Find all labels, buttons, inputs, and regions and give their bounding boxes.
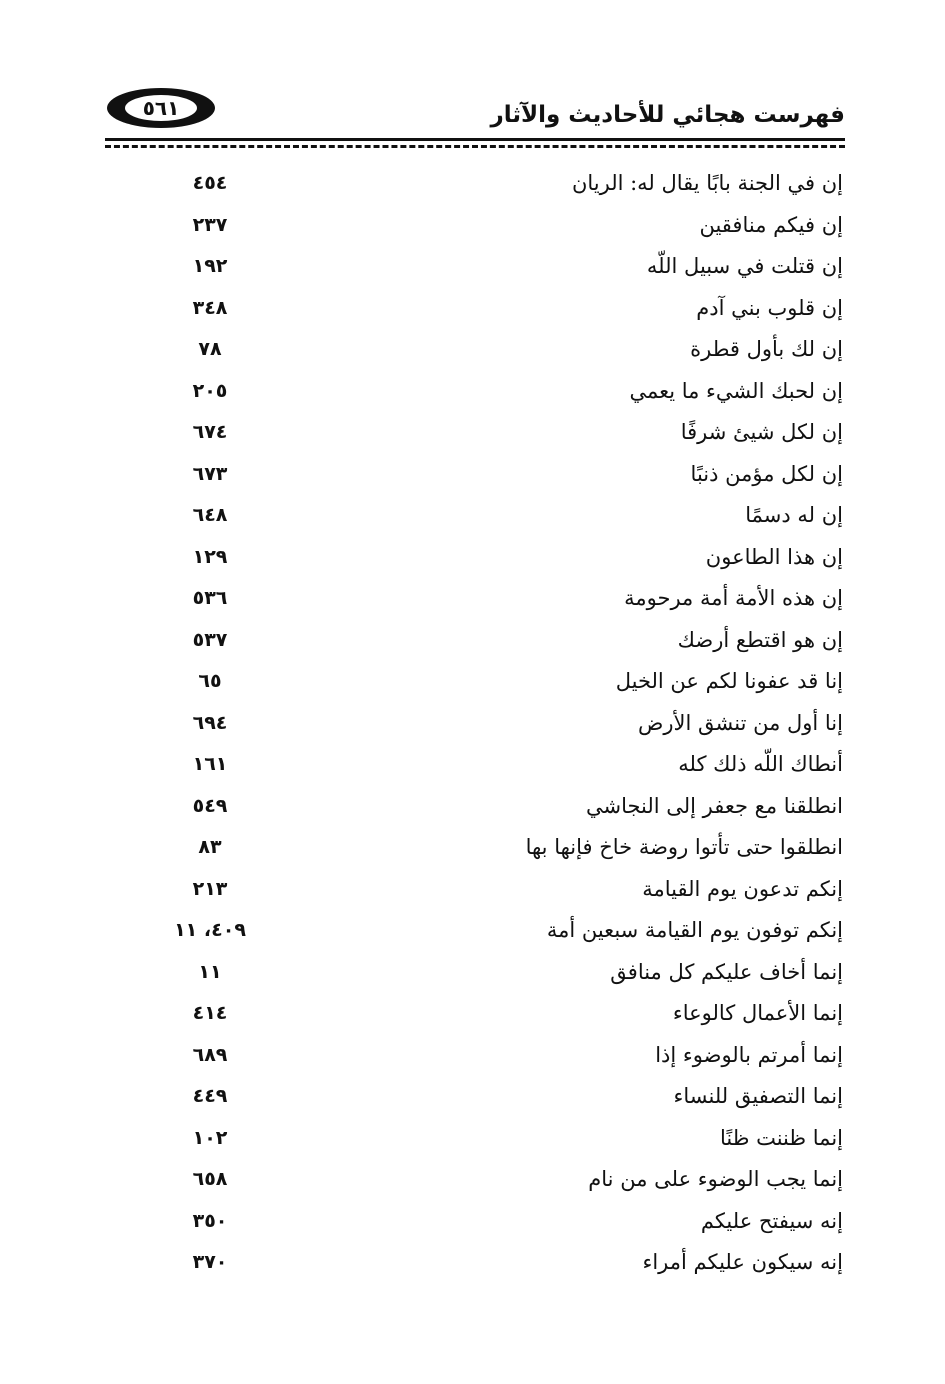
header-dashed-rule	[105, 145, 845, 148]
index-entry	[155, 1202, 845, 1244]
entry-page-number: ٣٥٠	[192, 1209, 228, 1232]
entry-page-number: ٤٤٩	[192, 1085, 228, 1107]
index-entry	[155, 247, 845, 289]
index-entry	[155, 787, 845, 829]
running-title: فهرست هجائي للأحاديث والآثار	[490, 102, 845, 128]
entry-text: إنما يجب الوضوء على من نام	[588, 1167, 843, 1191]
page-header	[105, 88, 845, 148]
entry-page-number: ٢٣٧	[192, 213, 228, 236]
index-entry	[155, 413, 845, 455]
entry-page-number: ٦٧٤	[192, 421, 228, 443]
entry-text: إنا أول من تنشق الأرض	[637, 710, 843, 735]
entry-page-number: ٥٤٩	[192, 794, 228, 817]
entry-page-number: ٤٠٩، ١١	[174, 919, 246, 941]
entry-page-number: ١٢٩	[192, 545, 228, 568]
index-entry	[155, 1243, 845, 1285]
entry-text: إنكم تدعون يوم القيامة	[642, 876, 843, 901]
entry-page-number: ٢١٣	[192, 877, 228, 900]
entry-text: إن لكل مؤمن ذنبًا	[690, 461, 843, 486]
index-entry	[155, 704, 845, 746]
entry-page-number: ٧٨	[198, 338, 222, 360]
index-entry	[155, 953, 845, 995]
index-entry	[155, 870, 845, 912]
index-entry	[155, 206, 845, 248]
entry-text: إنما ظننت ظنًا	[719, 1125, 843, 1150]
entry-page-number: ٣٧٠	[192, 1251, 228, 1273]
index-entry	[155, 164, 845, 206]
entry-text: إنا قد عفونا لكم عن الخيل	[615, 669, 843, 693]
entry-text: إن هذا الطاعون	[705, 544, 843, 569]
entry-page-number: ٥٣٧	[192, 628, 228, 651]
page-number-badge	[107, 88, 215, 128]
entry-page-number: ٦٧٣	[192, 462, 228, 485]
entry-text: إن لكل شيئ شرفًا	[680, 420, 843, 444]
index-entry	[155, 1119, 845, 1161]
entry-page-number: ٣٤٨	[192, 296, 228, 319]
entry-text: إنما أمرتم بالوضوء إذا	[655, 1042, 843, 1067]
entry-text: إن فيكم منافقين	[699, 212, 843, 237]
index-entry	[155, 538, 845, 580]
entry-text: انطلقنا مع جعفر إلى النجاشي	[585, 793, 843, 818]
entry-page-number: ٨٣	[198, 836, 222, 858]
entry-text: إن في الجنة بابًا يقال له: الريان	[571, 171, 843, 195]
entry-text: إنه سيكون عليكم أمراء	[642, 1250, 843, 1274]
entry-text: إن لك بأول قطرة	[690, 337, 843, 361]
entry-page-number: ١٠٢	[192, 1126, 228, 1149]
entry-page-number: ٦٥٨	[192, 1168, 228, 1190]
index-entry	[155, 579, 845, 621]
index-entry	[155, 496, 845, 538]
index-entry	[155, 372, 845, 414]
index-entry	[155, 330, 845, 372]
entry-text: إن هو اقتطع أرضك	[677, 627, 843, 652]
entry-page-number: ١١	[198, 960, 222, 983]
index-entry	[155, 289, 845, 331]
index-entry	[155, 662, 845, 704]
entry-text: أنطاك اللّه ذلك كله	[678, 752, 843, 776]
index-entry	[155, 621, 845, 663]
entry-page-number: ٦٨٩	[192, 1043, 228, 1066]
entry-page-number: ٥٣٦	[192, 587, 228, 609]
entry-text: إنما أخاف عليكم كل منافق	[610, 959, 843, 984]
entry-text: إن قتلت في سبيل اللّه	[646, 254, 843, 278]
index-entry	[155, 994, 845, 1036]
entry-page-number: ٦٤٨	[192, 504, 228, 526]
entry-text: إن هذه الأمة أمة مرحومة	[624, 586, 843, 610]
entry-text: إنه سيفتح عليكم	[700, 1208, 843, 1233]
entry-text: إنكم توفون يوم القيامة سبعين أمة	[546, 918, 843, 942]
index-entry	[155, 455, 845, 497]
index-entry	[155, 1077, 845, 1119]
entry-page-number: ١٦١	[192, 753, 228, 775]
index-entry	[155, 1036, 845, 1078]
entry-page-number: ٢٠٥	[192, 379, 228, 402]
index-entry	[155, 828, 845, 870]
entry-text: إنما التصفيق للنساء	[673, 1084, 843, 1108]
entry-text: انطلقوا حتى تأتوا روضة خاخ فإنها بها	[525, 835, 843, 859]
entry-text: إن له دسمًا	[745, 503, 843, 527]
index-entry	[155, 1160, 845, 1202]
index-entry	[155, 911, 845, 953]
entry-page-number: ٦٩٤	[192, 711, 228, 734]
header-rule	[105, 138, 845, 141]
index-entry	[155, 745, 845, 787]
page-number: ٥٦١	[125, 95, 197, 121]
entry-text: إن لحبك الشيء ما يعمي	[629, 378, 843, 403]
entry-text: إن قلوب بني آدم	[696, 295, 843, 320]
entry-page-number: ١٩٢	[192, 255, 228, 277]
entry-page-number: ٤١٤	[192, 1002, 228, 1024]
entry-page-number: ٦٥	[198, 670, 222, 692]
entry-text: إنما الأعمال كالوعاء	[672, 1001, 843, 1025]
entry-page-number: ٤٥٤	[192, 172, 228, 194]
hadith-index-list	[155, 164, 845, 1285]
